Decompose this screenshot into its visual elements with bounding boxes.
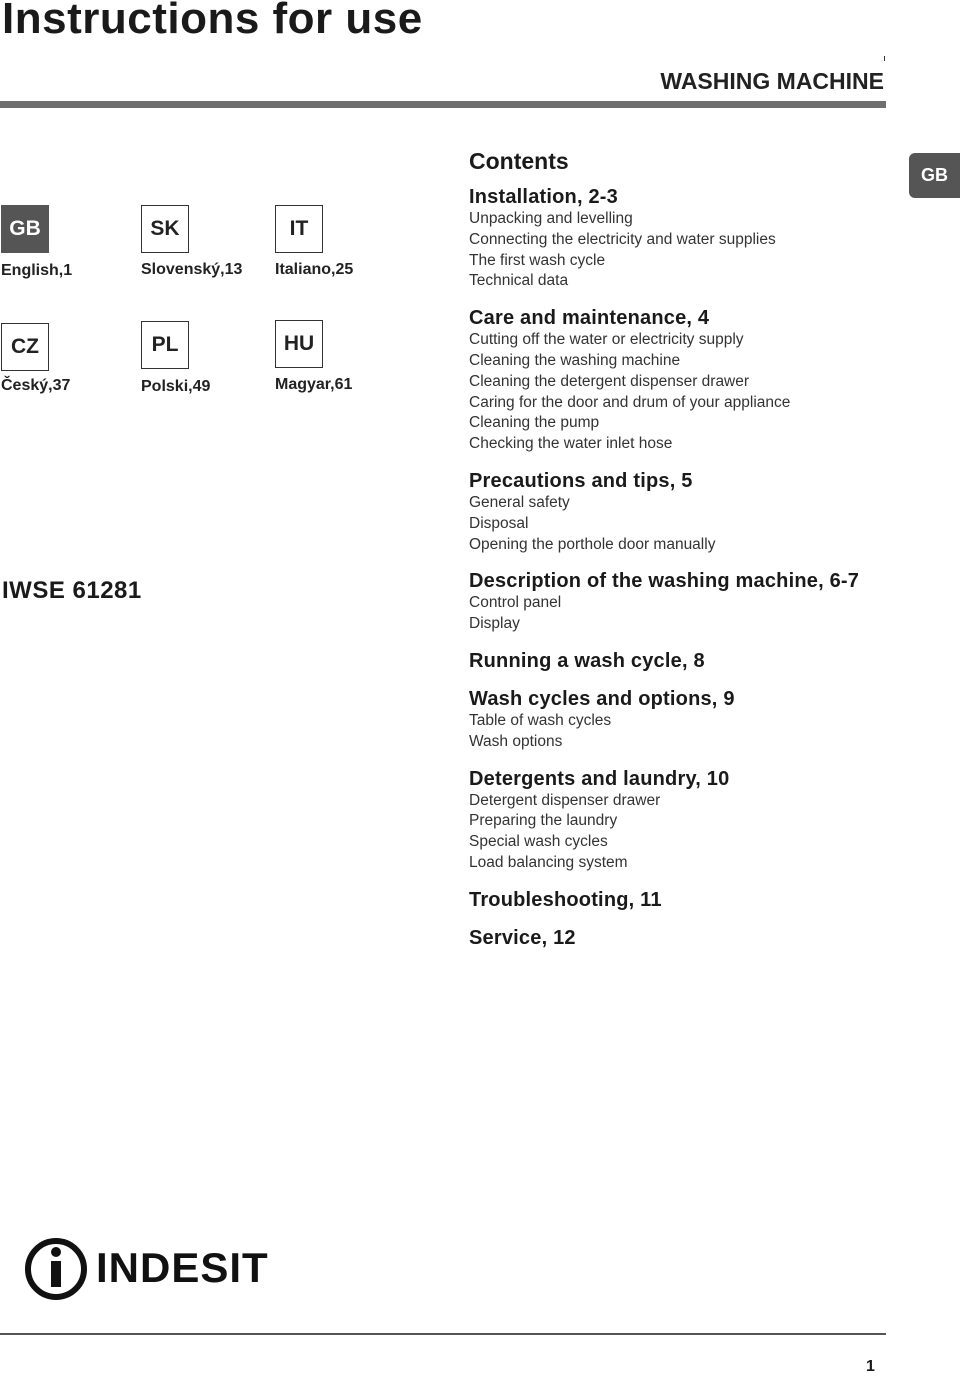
toc-section-installation xyxy=(469,186,909,292)
footer-rule xyxy=(0,1333,886,1335)
language-side-tab: GB xyxy=(909,153,960,198)
toc-item: Cleaning the washing machine xyxy=(469,351,681,369)
contents-heading: Contents xyxy=(469,148,569,174)
toc-item: Opening the porthole door manually xyxy=(469,535,716,553)
toc-section-precautions xyxy=(469,470,909,555)
toc-section-description xyxy=(469,570,909,635)
toc-section-title: Troubleshooting, 11 xyxy=(469,888,662,911)
toc-item: Cutting off the water or electricity supply xyxy=(469,331,744,349)
toc-section-title: Care and maintenance, 4 xyxy=(469,307,710,330)
toc-section-title: Running a wash cycle, 8 xyxy=(469,649,705,672)
toc-section-title: Service, 12 xyxy=(469,926,576,949)
lang-code-hu: HU xyxy=(275,320,323,368)
toc-section-title: Detergents and laundry, 10 xyxy=(469,767,730,790)
toc-section-title: Wash cycles and options, 9 xyxy=(469,687,735,710)
toc-section-troubleshooting xyxy=(469,889,909,912)
toc-section-wash-cycles xyxy=(469,688,909,753)
corner-tick xyxy=(884,56,885,61)
toc-item: The first wash cycle xyxy=(469,251,606,269)
toc-section-detergents xyxy=(469,768,909,874)
toc-item: Preparing the laundry xyxy=(469,812,618,830)
toc-item: General safety xyxy=(469,493,570,511)
lang-label-cesky: Český,37 xyxy=(1,377,71,394)
lang-label-english: English,1 xyxy=(1,262,73,279)
brand-wordmark: INDESIT xyxy=(96,1244,269,1291)
lang-code-pl: PL xyxy=(141,321,189,369)
model-number: IWSE 61281 xyxy=(2,577,142,604)
toc-section-title: Precautions and tips, 5 xyxy=(469,469,693,492)
toc-section-title: Installation, 2-3 xyxy=(469,186,618,208)
document-title: Instructions for use xyxy=(2,0,423,43)
toc-item: Technical data xyxy=(469,272,569,290)
lang-label-polski: Polski,49 xyxy=(141,378,211,395)
toc-item: Control panel xyxy=(469,594,562,612)
toc-item: Table of wash cycles xyxy=(469,711,612,729)
lang-code-gb: GB xyxy=(1,205,49,253)
toc-section-running xyxy=(469,650,909,673)
toc-item: Checking the water inlet hose xyxy=(469,435,673,453)
document-subtitle: WASHING MACHINE xyxy=(660,68,884,94)
page-number: 1 xyxy=(866,1358,875,1375)
lang-code-cz: CZ xyxy=(1,323,49,371)
lang-label-magyar: Magyar,61 xyxy=(275,376,353,393)
toc-item: Load balancing system xyxy=(469,853,628,871)
toc-item: Display xyxy=(469,615,520,633)
lang-code-sk: SK xyxy=(141,205,189,253)
header-rule xyxy=(0,101,886,108)
toc-item: Cleaning the detergent dispenser drawer xyxy=(469,372,750,390)
toc-section-title: Description of the washing machine, 6-7 xyxy=(469,570,860,593)
toc-item: Detergent dispenser drawer xyxy=(469,791,661,809)
toc-item: Caring for the door and drum of your appliance xyxy=(469,393,791,411)
lang-label-slovensky: Slovenský,13 xyxy=(141,261,243,278)
table-of-contents xyxy=(469,148,909,965)
toc-item: Connecting the electricity and water supplies xyxy=(469,230,776,248)
lang-code-it: IT xyxy=(275,205,323,253)
toc-section-care xyxy=(469,307,909,455)
toc-item: Unpacking and levelling xyxy=(469,210,633,227)
toc-section-service xyxy=(469,927,909,950)
lang-label-italiano: Italiano,25 xyxy=(275,261,354,278)
toc-item: Special wash cycles xyxy=(469,833,608,851)
toc-item: Cleaning the pump xyxy=(469,414,600,432)
toc-item: Disposal xyxy=(469,514,529,532)
toc-item: Wash options xyxy=(469,732,563,750)
